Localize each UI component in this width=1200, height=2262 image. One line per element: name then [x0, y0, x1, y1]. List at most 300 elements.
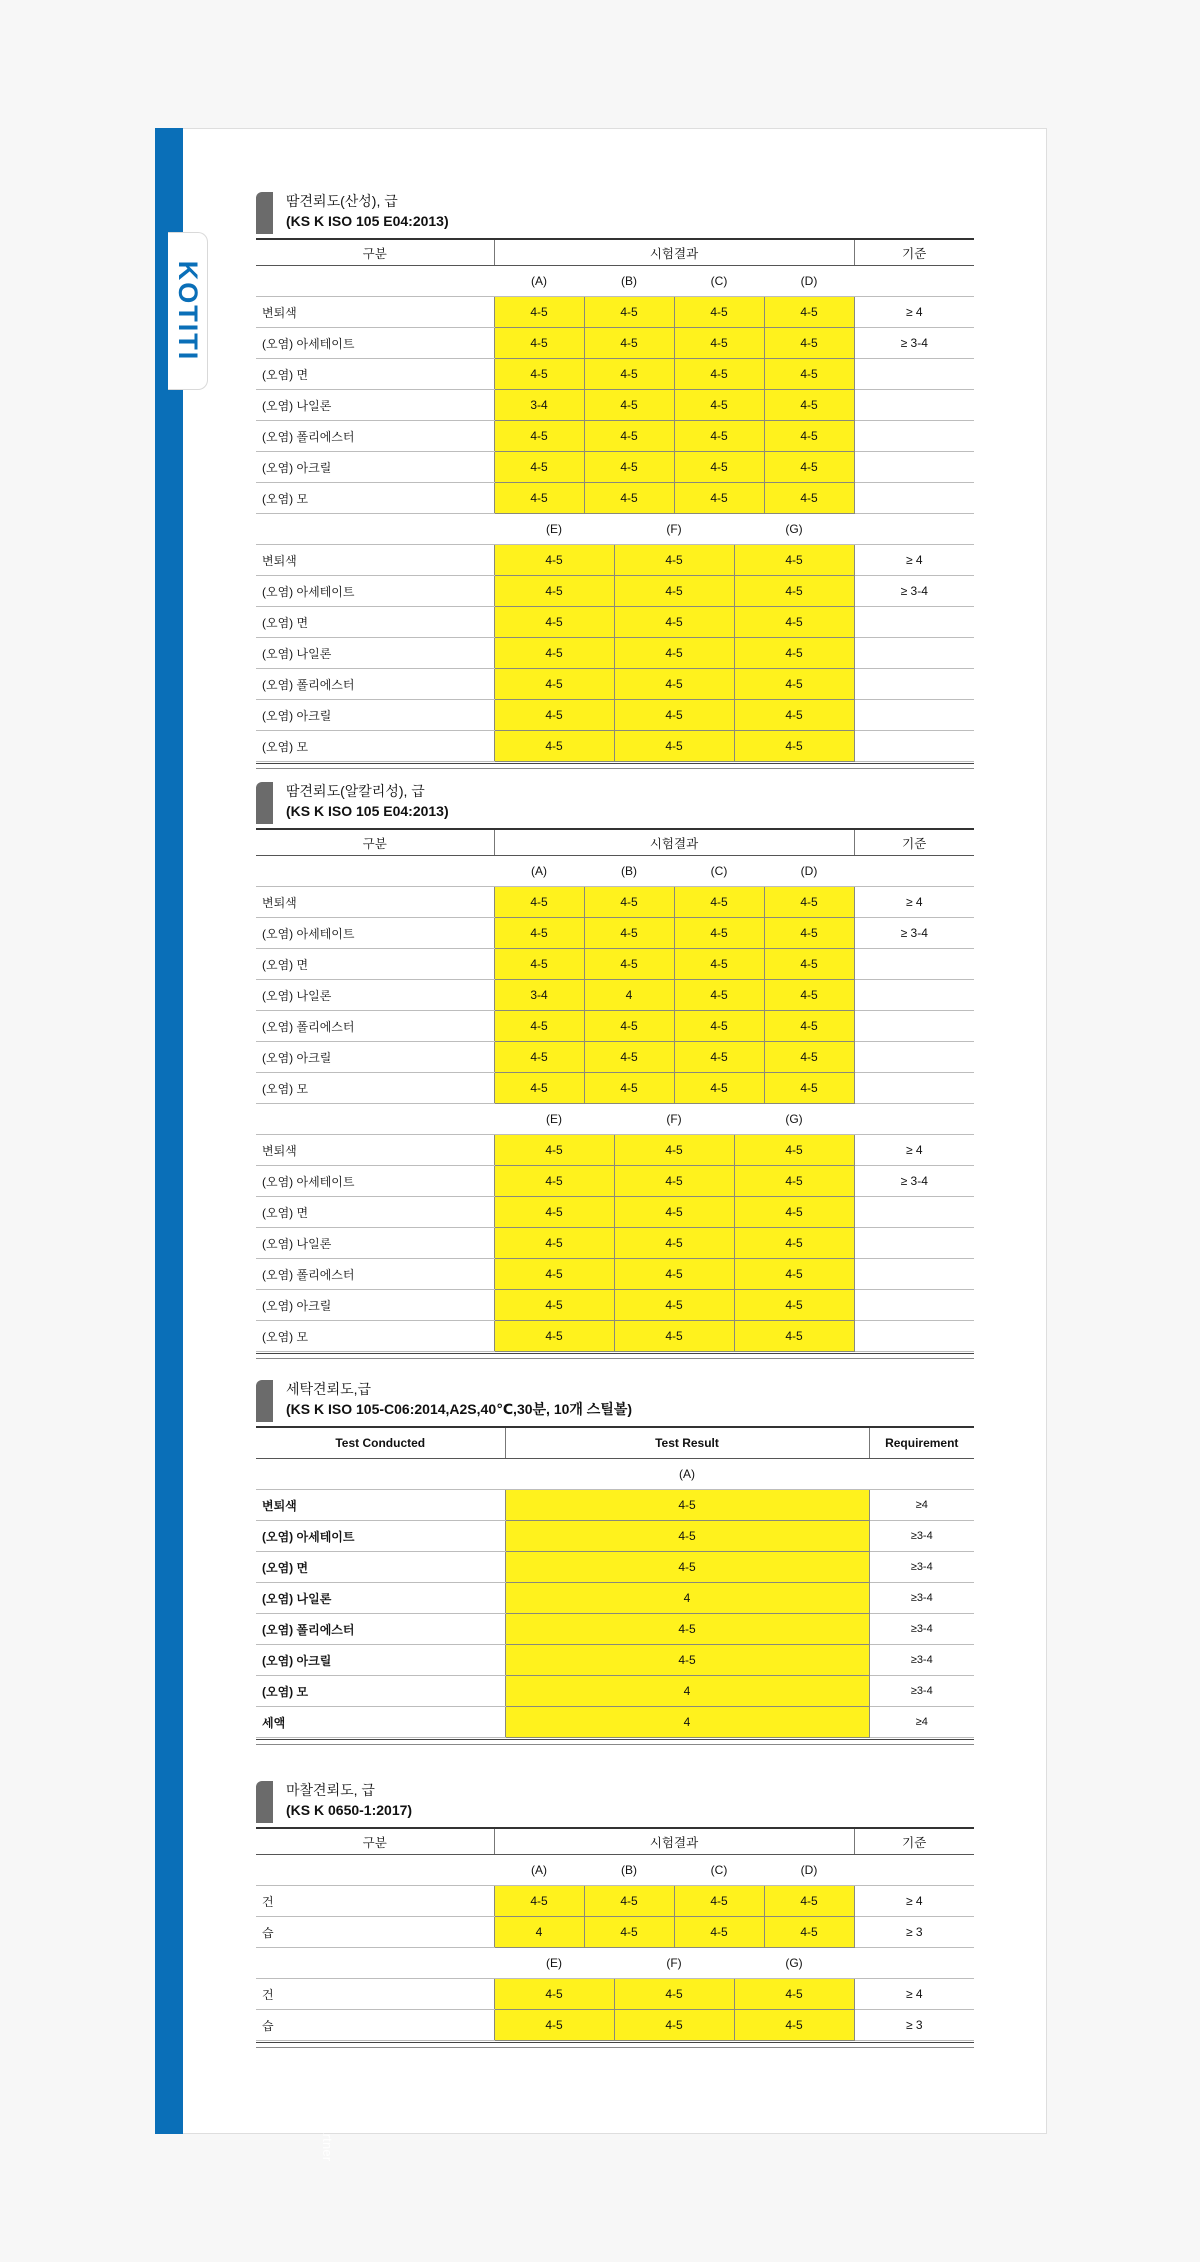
row-label: 변퇴색 — [256, 1135, 494, 1166]
standard-cell — [854, 1321, 974, 1352]
row-label: 건 — [256, 1886, 494, 1917]
row-label: (오염) 아크릴 — [256, 700, 494, 731]
standard-cell: ≥ 3 — [854, 1917, 974, 1948]
table-row — [256, 669, 974, 700]
grade-value-cell: 4-5 — [494, 731, 614, 762]
standard-cell: ≥ 3-4 — [854, 576, 974, 607]
grade-value-cell: 4-5 — [494, 669, 614, 700]
standard-cell: ≥3-4 — [869, 1583, 974, 1614]
standard-cell — [854, 421, 974, 452]
grade-value-cell: 4-5 — [584, 1042, 674, 1073]
standard-cell — [854, 452, 974, 483]
row-label: (오염) 아크릴 — [256, 1042, 494, 1073]
grade-value-cell: 4-5 — [764, 1886, 854, 1917]
table-row — [256, 1645, 974, 1676]
header-requirement: Requirement — [869, 1427, 974, 1459]
grade-value-cell: 4-5 — [734, 545, 854, 576]
header-category: 구분 — [256, 829, 494, 856]
standard-cell — [854, 483, 974, 514]
group-label: (F) — [614, 1104, 734, 1135]
standard-cell: ≥4 — [869, 1490, 974, 1521]
results-table-efg — [256, 1104, 974, 1352]
grade-value-cell: 4-5 — [584, 949, 674, 980]
standard-cell: ≥ 4 — [854, 1886, 974, 1917]
row-label: (오염) 나일론 — [256, 390, 494, 421]
grade-value-cell: 4 — [505, 1583, 869, 1614]
grade-value-cell: 4-5 — [584, 421, 674, 452]
grade-value-cell: 4-5 — [614, 1290, 734, 1321]
group-label: (E) — [494, 1104, 614, 1135]
row-label: (오염) 나일론 — [256, 1583, 505, 1614]
table-row — [256, 421, 974, 452]
group-label: (F) — [614, 1948, 734, 1979]
grade-value-cell: 4-5 — [674, 980, 764, 1011]
table-row — [256, 390, 974, 421]
row-label: 습 — [256, 2010, 494, 2041]
row-label: (오염) 모 — [256, 483, 494, 514]
header-standard: 기준 — [854, 1828, 974, 1855]
table-row — [256, 1321, 974, 1352]
standard-cell: ≥ 4 — [854, 887, 974, 918]
group-label: (A) — [494, 856, 584, 887]
grade-value-cell: 4-5 — [505, 1614, 869, 1645]
grade-value-cell: 4-5 — [494, 1979, 614, 2010]
table-row — [256, 918, 974, 949]
table-row — [256, 1676, 974, 1707]
table-row — [256, 1073, 974, 1104]
grade-value-cell: 4-5 — [584, 390, 674, 421]
results-table — [256, 238, 974, 514]
grade-value-cell: 4-5 — [764, 421, 854, 452]
table-row — [256, 1583, 974, 1614]
row-label: (오염) 나일론 — [256, 638, 494, 669]
grade-value-cell: 4-5 — [584, 297, 674, 328]
group-label: (G) — [734, 1104, 854, 1135]
standard-cell — [854, 390, 974, 421]
grade-value-cell: 4-5 — [674, 1917, 764, 1948]
table-row — [256, 1290, 974, 1321]
group-label: (A) — [494, 1855, 584, 1886]
grade-value-cell: 4-5 — [614, 1166, 734, 1197]
row-label: (오염) 아크릴 — [256, 1645, 505, 1676]
grade-value-cell: 4-5 — [764, 980, 854, 1011]
grade-value-cell: 4-5 — [494, 576, 614, 607]
row-label: (오염) 면 — [256, 949, 494, 980]
table-row — [256, 2010, 974, 2041]
grade-value-cell: 4 — [494, 1917, 584, 1948]
row-label: (오염) 아세테이트 — [256, 328, 494, 359]
grade-value-cell: 4-5 — [614, 545, 734, 576]
grade-value-cell: 4-5 — [584, 918, 674, 949]
group-label: (D) — [764, 1855, 854, 1886]
section-title: 땀견뢰도(산성), 급 (KS K ISO 105 E04:2013) — [286, 193, 449, 229]
grade-value-cell: 4-5 — [734, 1135, 854, 1166]
group-label: (G) — [734, 514, 854, 545]
row-label: (오염) 폴리에스터 — [256, 1259, 494, 1290]
grade-value-cell: 4-5 — [614, 1135, 734, 1166]
grade-value-cell: 4-5 — [494, 638, 614, 669]
table-row — [256, 731, 974, 762]
grade-value-cell: 4-5 — [764, 1011, 854, 1042]
grade-value-cell: 4-5 — [494, 359, 584, 390]
grade-value-cell: 4-5 — [734, 638, 854, 669]
table-row — [256, 1614, 974, 1645]
grade-value-cell: 4-5 — [734, 1290, 854, 1321]
table-row — [256, 607, 974, 638]
grade-value-cell: 4-5 — [734, 1321, 854, 1352]
grade-value-cell: 4 — [505, 1676, 869, 1707]
grade-value-cell: 4-5 — [505, 1521, 869, 1552]
grade-value-cell: 4-5 — [764, 949, 854, 980]
standard-cell: ≥3-4 — [869, 1614, 974, 1645]
header-standard: 기준 — [854, 239, 974, 266]
section-title: 땀견뢰도(알칼리성), 급 (KS K ISO 105 E04:2013) — [286, 783, 449, 819]
table-row — [256, 1042, 974, 1073]
table-row — [256, 949, 974, 980]
row-label: (오염) 면 — [256, 607, 494, 638]
standard-cell: ≥ 4 — [854, 545, 974, 576]
standard-cell — [854, 638, 974, 669]
grade-value-cell: 4-5 — [584, 483, 674, 514]
standard-cell — [854, 359, 974, 390]
group-label: (D) — [764, 266, 854, 297]
table-row — [256, 1979, 974, 2010]
row-label: (오염) 면 — [256, 359, 494, 390]
row-label: 건 — [256, 1979, 494, 2010]
grade-value-cell: 4-5 — [494, 1073, 584, 1104]
grade-value-cell: 4-5 — [674, 359, 764, 390]
grade-value-cell: 4-5 — [674, 1042, 764, 1073]
standard-cell — [854, 980, 974, 1011]
group-label: (B) — [584, 1855, 674, 1886]
table-row — [256, 1917, 974, 1948]
table-row — [256, 1228, 974, 1259]
row-label: 변퇴색 — [256, 297, 494, 328]
rubbing-results-table-efg — [256, 1948, 974, 2041]
table-row — [256, 700, 974, 731]
standard-cell — [854, 1011, 974, 1042]
row-label: (오염) 면 — [256, 1552, 505, 1583]
group-label: (A) — [505, 1459, 869, 1490]
table-row — [256, 483, 974, 514]
grade-value-cell: 4-5 — [674, 421, 764, 452]
grade-value-cell: 4-5 — [494, 700, 614, 731]
grade-value-cell: 4-5 — [764, 483, 854, 514]
grade-value-cell: 4-5 — [614, 700, 734, 731]
grade-value-cell: 4-5 — [734, 576, 854, 607]
grade-value-cell: 4-5 — [614, 607, 734, 638]
grade-value-cell: 4-5 — [764, 918, 854, 949]
standard-cell: ≥ 3-4 — [854, 1166, 974, 1197]
grade-value-cell: 4-5 — [494, 483, 584, 514]
grade-value-cell: 4-5 — [674, 328, 764, 359]
grade-value-cell: 4-5 — [614, 1321, 734, 1352]
grade-value-cell: 4-5 — [584, 328, 674, 359]
table-row — [256, 452, 974, 483]
logo-tab — [168, 232, 208, 390]
standard-cell — [854, 607, 974, 638]
header-test-result: Test Result — [505, 1427, 869, 1459]
row-label: 변퇴색 — [256, 545, 494, 576]
standard-cell — [854, 731, 974, 762]
grade-value-cell: 4-5 — [734, 1259, 854, 1290]
grade-value-cell: 4-5 — [494, 328, 584, 359]
grade-value-cell: 4-5 — [494, 949, 584, 980]
standard-cell: ≥3-4 — [869, 1521, 974, 1552]
section-sweat-alkaline — [256, 780, 974, 1359]
table-end-rule — [256, 763, 974, 769]
row-label: 습 — [256, 1917, 494, 1948]
table-row — [256, 328, 974, 359]
row-label: (오염) 아세테이트 — [256, 1166, 494, 1197]
header-result: 시험결과 — [494, 239, 854, 266]
section-marker — [256, 192, 273, 234]
grade-value-cell: 4-5 — [494, 1259, 614, 1290]
grade-value-cell: 4-5 — [764, 328, 854, 359]
standard-cell — [854, 669, 974, 700]
grade-value-cell: 4-5 — [674, 949, 764, 980]
table-row — [256, 1197, 974, 1228]
grade-value-cell: 4-5 — [734, 1166, 854, 1197]
row-label: (오염) 나일론 — [256, 1228, 494, 1259]
grade-value-cell: 4-5 — [674, 1073, 764, 1104]
standard-cell: ≥ 3 — [854, 2010, 974, 2041]
grade-value-cell: 4-5 — [764, 390, 854, 421]
standard-cell — [854, 1259, 974, 1290]
grade-value-cell: 4 — [584, 980, 674, 1011]
grade-value-cell: 4-5 — [734, 1979, 854, 2010]
grade-value-cell: 4-5 — [764, 359, 854, 390]
grade-value-cell: 4-5 — [674, 1886, 764, 1917]
group-label: (E) — [494, 1948, 614, 1979]
standard-cell — [854, 1042, 974, 1073]
row-label: (오염) 폴리에스터 — [256, 1614, 505, 1645]
grade-value-cell: 4-5 — [494, 1197, 614, 1228]
grade-value-cell: 4-5 — [674, 1011, 764, 1042]
wash-results-table — [256, 1426, 974, 1738]
grade-value-cell: 4-5 — [584, 1886, 674, 1917]
grade-value-cell: 4-5 — [764, 1042, 854, 1073]
grade-value-cell: 3-4 — [494, 390, 584, 421]
grade-value-cell: 4-5 — [505, 1552, 869, 1583]
grade-value-cell: 4-5 — [764, 887, 854, 918]
standard-cell — [854, 1228, 974, 1259]
grade-value-cell: 4-5 — [674, 887, 764, 918]
group-label: (G) — [734, 1948, 854, 1979]
grade-value-cell: 4-5 — [614, 576, 734, 607]
table-end-rule — [256, 2042, 974, 2048]
grade-value-cell: 4-5 — [614, 1228, 734, 1259]
grade-value-cell: 4-5 — [584, 887, 674, 918]
header-category: 구분 — [256, 239, 494, 266]
grade-value-cell: 4-5 — [764, 297, 854, 328]
grade-value-cell: 4-5 — [584, 359, 674, 390]
standard-cell: ≥3-4 — [869, 1645, 974, 1676]
standard-cell — [854, 1197, 974, 1228]
table-end-rule — [256, 1739, 974, 1745]
row-label: (오염) 아크릴 — [256, 1290, 494, 1321]
table-row — [256, 1521, 974, 1552]
table-row — [256, 545, 974, 576]
standard-cell: ≥ 4 — [854, 1135, 974, 1166]
header-result: 시험결과 — [494, 829, 854, 856]
row-label: (오염) 모 — [256, 1321, 494, 1352]
rubbing-results-table — [256, 1827, 974, 1948]
grade-value-cell: 4-5 — [494, 421, 584, 452]
standard-cell — [854, 1290, 974, 1321]
grade-value-cell: 4-5 — [674, 452, 764, 483]
table-row — [256, 297, 974, 328]
group-label: (E) — [494, 514, 614, 545]
grade-value-cell: 4-5 — [494, 887, 584, 918]
grade-value-cell: 4-5 — [584, 1011, 674, 1042]
section-rubbing — [256, 1779, 974, 2048]
section-marker — [256, 782, 273, 824]
table-row — [256, 1135, 974, 1166]
table-row — [256, 359, 974, 390]
grade-value-cell: 4-5 — [494, 1166, 614, 1197]
standard-cell: ≥ 3-4 — [854, 328, 974, 359]
row-label: (오염) 아세테이트 — [256, 1521, 505, 1552]
grade-value-cell: 4-5 — [764, 1073, 854, 1104]
group-label: (C) — [674, 266, 764, 297]
grade-value-cell: 4-5 — [494, 452, 584, 483]
table-row — [256, 1707, 974, 1738]
tagline: Global Business Partner — [320, 2016, 335, 2162]
group-label: (A) — [494, 266, 584, 297]
grade-value-cell: 4-5 — [494, 1228, 614, 1259]
group-label: (B) — [584, 856, 674, 887]
grade-value-cell: 4-5 — [764, 1917, 854, 1948]
row-label: (오염) 모 — [256, 1073, 494, 1104]
group-header-row — [256, 514, 974, 545]
grade-value-cell: 4-5 — [494, 1886, 584, 1917]
kotiti-logo: KOTITI — [173, 260, 203, 362]
group-header-row — [256, 1104, 974, 1135]
group-header-row — [256, 856, 974, 887]
section-marker — [256, 1380, 273, 1422]
row-label: (오염) 나일론 — [256, 980, 494, 1011]
standard-cell: ≥3-4 — [869, 1676, 974, 1707]
table-row — [256, 1166, 974, 1197]
row-label: (오염) 모 — [256, 731, 494, 762]
header-test-conducted: Test Conducted — [256, 1427, 505, 1459]
section-sweat-acid — [256, 190, 974, 769]
header-result: 시험결과 — [494, 1828, 854, 1855]
grade-value-cell: 4-5 — [505, 1490, 869, 1521]
section-title: 마찰견뢰도, 급 (KS K 0650-1:2017) — [286, 1782, 413, 1818]
grade-value-cell: 4-5 — [734, 607, 854, 638]
grade-value-cell: 4-5 — [614, 2010, 734, 2041]
row-label: 세액 — [256, 1707, 505, 1738]
grade-value-cell: 4-5 — [734, 1197, 854, 1228]
row-label: 변퇴색 — [256, 1490, 505, 1521]
grade-value-cell: 4-5 — [614, 1259, 734, 1290]
standard-cell: ≥ 3-4 — [854, 918, 974, 949]
table-end-rule — [256, 1353, 974, 1359]
grade-value-cell: 4-5 — [494, 1135, 614, 1166]
grade-value-cell: 4 — [505, 1707, 869, 1738]
group-header-row — [256, 266, 974, 297]
row-label: (오염) 폴리에스터 — [256, 669, 494, 700]
row-label: (오염) 면 — [256, 1197, 494, 1228]
section-title: 세탁견뢰도,급 (KS K ISO 105-C06:2014,A2S,40℃,30분, 10개 스틸볼) — [286, 1381, 633, 1417]
standard-cell: ≥3-4 — [869, 1552, 974, 1583]
row-label: (오염) 모 — [256, 1676, 505, 1707]
table-row — [256, 887, 974, 918]
grade-value-cell: 4-5 — [494, 2010, 614, 2041]
grade-value-cell: 4-5 — [734, 669, 854, 700]
group-label: (C) — [674, 1855, 764, 1886]
grade-value-cell: 4-5 — [494, 1042, 584, 1073]
table-row — [256, 638, 974, 669]
table-row — [256, 1886, 974, 1917]
grade-value-cell: 4-5 — [734, 1228, 854, 1259]
row-label: 변퇴색 — [256, 887, 494, 918]
header-standard: 기준 — [854, 829, 974, 856]
group-header-row — [256, 1948, 974, 1979]
results-table — [256, 828, 974, 1104]
table-row — [256, 1011, 974, 1042]
standard-cell — [854, 1073, 974, 1104]
row-label: (오염) 아크릴 — [256, 452, 494, 483]
standard-cell: ≥ 4 — [854, 1979, 974, 2010]
grade-value-cell: 4-5 — [614, 1197, 734, 1228]
grade-value-cell: 4-5 — [764, 452, 854, 483]
group-label: (D) — [764, 856, 854, 887]
group-header-row — [256, 1855, 974, 1886]
grade-value-cell: 4-5 — [674, 297, 764, 328]
grade-value-cell: 4-5 — [674, 390, 764, 421]
grade-value-cell: 3-4 — [494, 980, 584, 1011]
grade-value-cell: 4-5 — [494, 1011, 584, 1042]
standard-cell: ≥ 4 — [854, 297, 974, 328]
table-row — [256, 1490, 974, 1521]
results-table-efg — [256, 514, 974, 762]
section-wash — [256, 1378, 974, 1745]
group-label: (C) — [674, 856, 764, 887]
row-label: (오염) 아세테이트 — [256, 576, 494, 607]
row-label: (오염) 폴리에스터 — [256, 1011, 494, 1042]
grade-value-cell: 4-5 — [505, 1645, 869, 1676]
grade-value-cell: 4-5 — [614, 638, 734, 669]
grade-value-cell: 4-5 — [494, 918, 584, 949]
group-label: (F) — [614, 514, 734, 545]
grade-value-cell: 4-5 — [584, 1073, 674, 1104]
table-row — [256, 1259, 974, 1290]
standard-cell — [854, 949, 974, 980]
grade-value-cell: 4-5 — [494, 607, 614, 638]
grade-value-cell: 4-5 — [494, 545, 614, 576]
grade-value-cell: 4-5 — [734, 700, 854, 731]
table-row — [256, 1552, 974, 1583]
grade-value-cell: 4-5 — [584, 452, 674, 483]
grade-value-cell: 4-5 — [614, 731, 734, 762]
row-label: (오염) 아세테이트 — [256, 918, 494, 949]
standard-cell — [854, 700, 974, 731]
table-row — [256, 980, 974, 1011]
header-category: 구분 — [256, 1828, 494, 1855]
row-label: (오염) 폴리에스터 — [256, 421, 494, 452]
table-row — [256, 576, 974, 607]
section-marker — [256, 1781, 273, 1823]
grade-value-cell: 4-5 — [614, 669, 734, 700]
grade-value-cell: 4-5 — [734, 731, 854, 762]
grade-value-cell: 4-5 — [674, 483, 764, 514]
standard-cell: ≥4 — [869, 1707, 974, 1738]
grade-value-cell: 4-5 — [734, 2010, 854, 2041]
grade-value-cell: 4-5 — [494, 1321, 614, 1352]
